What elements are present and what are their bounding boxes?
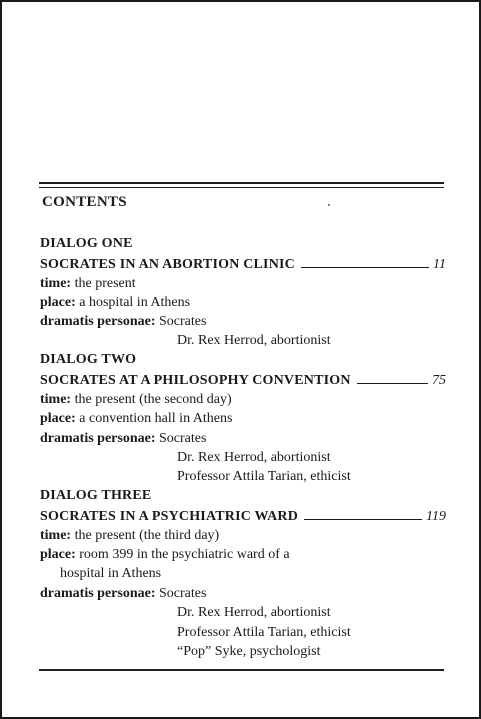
paper-speck bbox=[328, 204, 330, 206]
dialog-one-title: SOCRATES IN AN ABORTION CLINIC bbox=[40, 257, 295, 272]
time-value: the present (the third day) bbox=[74, 528, 220, 543]
persona: Professor Attila Tarian, ethicist bbox=[177, 625, 351, 640]
place-label: place: bbox=[40, 547, 76, 562]
personae-label: dramatis personae: bbox=[40, 431, 156, 446]
place-value: a convention hall in Athens bbox=[79, 411, 233, 426]
dialog-three-label: DIALOG THREE bbox=[40, 488, 152, 503]
persona: Dr. Rex Herrod, abortionist bbox=[177, 450, 331, 465]
dialog-three-time bbox=[40, 527, 446, 545]
place-label: place: bbox=[40, 295, 76, 310]
place-value: a hospital in Athens bbox=[79, 295, 191, 310]
persona: Dr. Rex Herrod, abortionist bbox=[177, 605, 331, 620]
time-label: time: bbox=[40, 528, 72, 543]
place-value-continued: hospital in Athens bbox=[60, 566, 162, 581]
personae-label: dramatis personae: bbox=[40, 586, 156, 601]
top-rule-thin bbox=[39, 187, 444, 188]
persona: Socrates bbox=[159, 314, 207, 329]
dialog-two-label: DIALOG TWO bbox=[40, 352, 137, 367]
dialog-one-entry[interactable] bbox=[40, 256, 446, 274]
dialog-two-title: SOCRATES AT A PHILOSOPHY CONVENTION bbox=[40, 373, 351, 388]
contents-heading: CONTENTS bbox=[42, 194, 127, 210]
time-value: the present (the second day) bbox=[74, 392, 232, 407]
dot-leader bbox=[301, 267, 429, 268]
dialog-one-personae bbox=[40, 313, 446, 331]
dialog-two-time bbox=[40, 391, 446, 409]
persona: Socrates bbox=[159, 586, 207, 601]
persona: Socrates bbox=[159, 431, 207, 446]
dialog-three-entry[interactable] bbox=[40, 508, 446, 526]
top-rule-thick bbox=[39, 182, 444, 184]
time-value: the present bbox=[74, 276, 136, 291]
dialog-one-page: 11 bbox=[433, 257, 446, 272]
dialog-three-place bbox=[40, 546, 446, 564]
dialog-one-time bbox=[40, 275, 446, 293]
dialog-one-label: DIALOG ONE bbox=[40, 236, 133, 251]
dot-leader bbox=[304, 519, 422, 520]
dialog-two-place bbox=[40, 410, 446, 428]
dialog-three-title: SOCRATES IN A PSYCHIATRIC WARD bbox=[40, 509, 299, 524]
time-label: time: bbox=[40, 392, 72, 407]
time-label: time: bbox=[40, 276, 72, 291]
persona: Dr. Rex Herrod, abortionist bbox=[177, 333, 331, 348]
dialog-two-entry[interactable] bbox=[40, 372, 446, 390]
dialog-two-personae bbox=[40, 430, 446, 448]
dialog-one-place bbox=[40, 294, 446, 312]
personae-label: dramatis personae: bbox=[40, 314, 156, 329]
dialog-two-page: 75 bbox=[432, 373, 446, 388]
place-value: room 399 in the psychiatric ward of a bbox=[79, 547, 290, 562]
persona: “Pop” Syke, psychologist bbox=[177, 644, 321, 659]
dot-leader bbox=[357, 383, 428, 384]
dialog-three-personae bbox=[40, 585, 446, 603]
place-label: place: bbox=[40, 411, 76, 426]
persona: Professor Attila Tarian, ethicist bbox=[177, 469, 351, 484]
bottom-rule bbox=[39, 669, 444, 671]
dialog-three-page: 119 bbox=[426, 509, 446, 524]
